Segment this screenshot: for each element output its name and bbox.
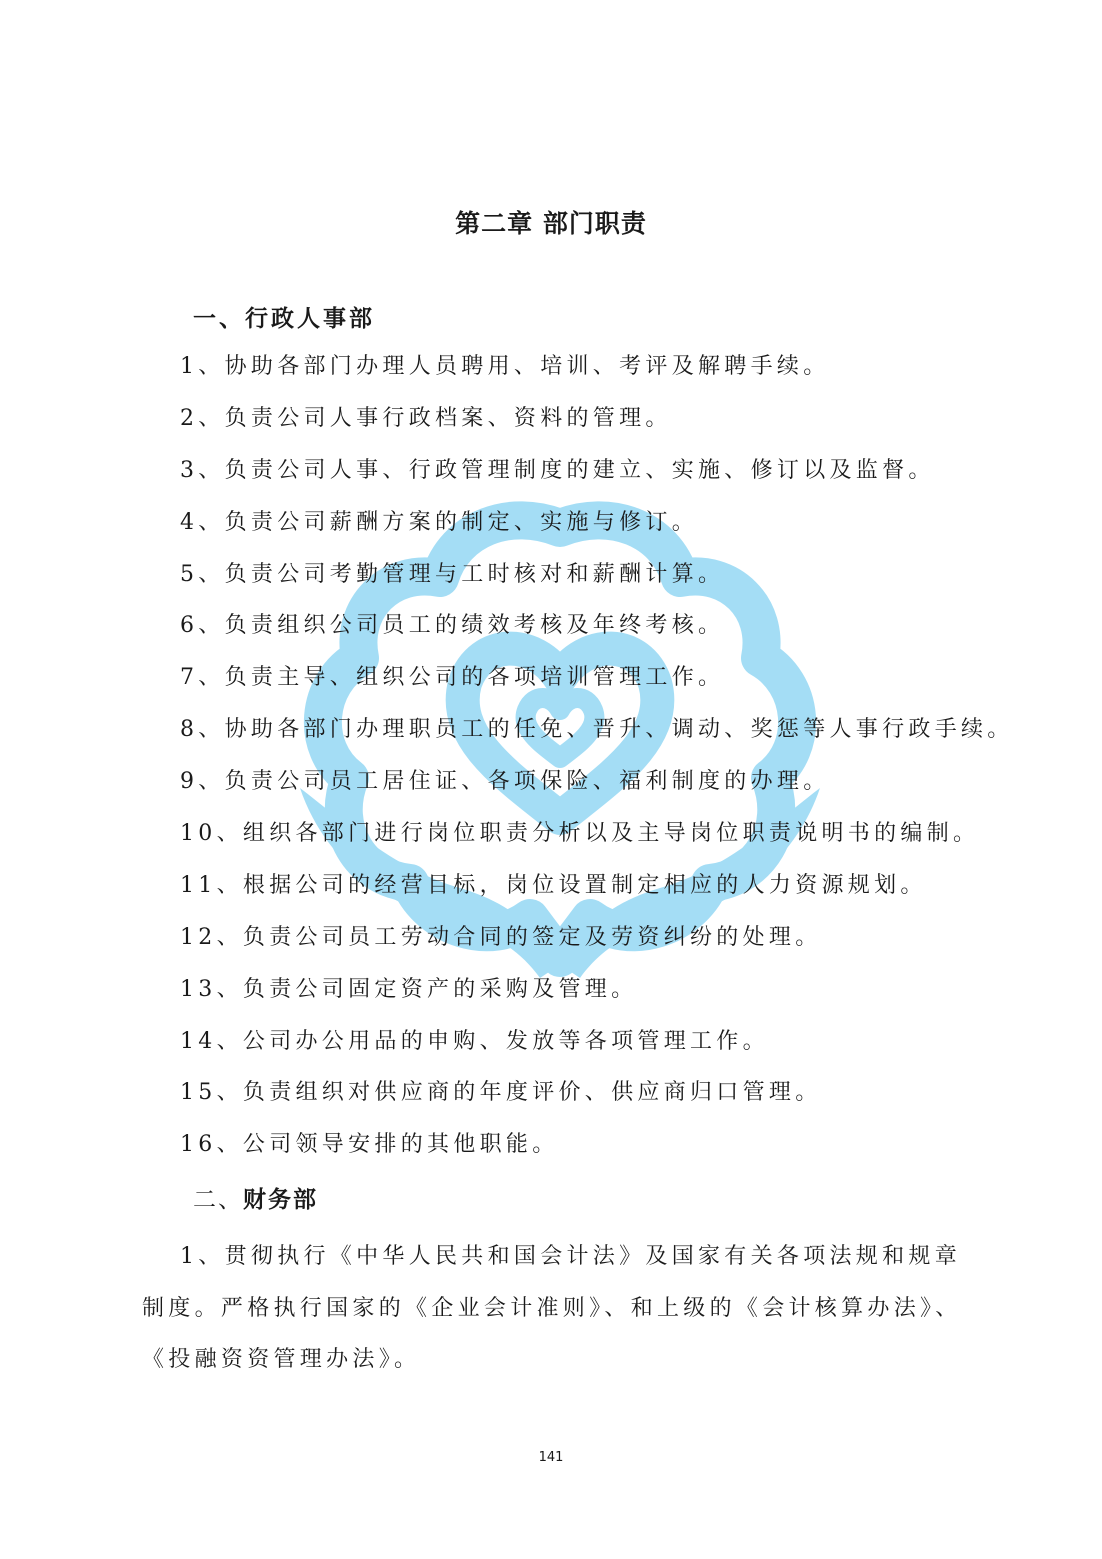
list-item: 9、负责公司员工居住证、各项保险、福利制度的办理。 (180, 769, 830, 795)
list-item: 5、负责公司考勤管理与工时核对和薪酬计算。 (180, 561, 725, 587)
section-heading-admin-hr: 一、行政人事部 (193, 305, 375, 332)
list-item: 10、组织各部门进行岗位职责分析以及主导岗位职责说明书的编制。 (180, 821, 980, 847)
list-item: 3、负责公司人事、行政管理制度的建立、实施、修订以及监督。 (180, 457, 935, 483)
list-item: 6、负责组织公司员工的绩效考核及年终考核。 (180, 613, 725, 639)
finance-duty-paragraph: 1、贯彻执行《中华人民共和国会计法》及国家有关各项法规和规章制度。严格执行国家的《企业会计准则》、和上级的《会计核算办法》、《投融资资管理办法》。 (142, 1244, 962, 1372)
section-heading-finance (193, 1181, 318, 1214)
section-heading-name: 财务部 (243, 1186, 318, 1213)
list-item: 2、负责公司人事行政档案、资料的管理。 (180, 405, 672, 431)
page-number: 141 (538, 1450, 564, 1465)
list-item: 4、负责公司薪酬方案的制定、实施与修订。 (180, 509, 698, 535)
list-item: 11、根据公司的经营目标，岗位设置制定相应的人力资源规划。 (180, 872, 927, 898)
list-item: 1、协助各部门办理人员聘用、培训、考评及解聘手续。 (180, 354, 830, 379)
list-item: 12、负责公司员工劳动合同的签定及劳资纠纷的处理。 (180, 924, 822, 950)
list-item: 7、负责主导、组织公司的各项培训管理工作。 (180, 665, 725, 691)
list-item: 14、公司办公用品的申购、发放等各项管理工作。 (180, 1028, 769, 1054)
admin-hr-duty-list (180, 350, 1014, 1180)
section-heading-prefix: 二、 (193, 1187, 243, 1213)
list-item: 8、协助各部门办理职员工的任免、晋升、调动、奖惩等人事行政手续。 (180, 717, 1014, 743)
list-item: 13、负责公司固定资产的采购及管理。 (180, 976, 638, 1002)
list-item: 16、公司领导安排的其他职能。 (180, 1132, 559, 1158)
chapter-title: 第二章 部门职责 (455, 209, 647, 238)
list-item: 15、负责组织对供应商的年度评价、供应商归口管理。 (180, 1080, 822, 1106)
